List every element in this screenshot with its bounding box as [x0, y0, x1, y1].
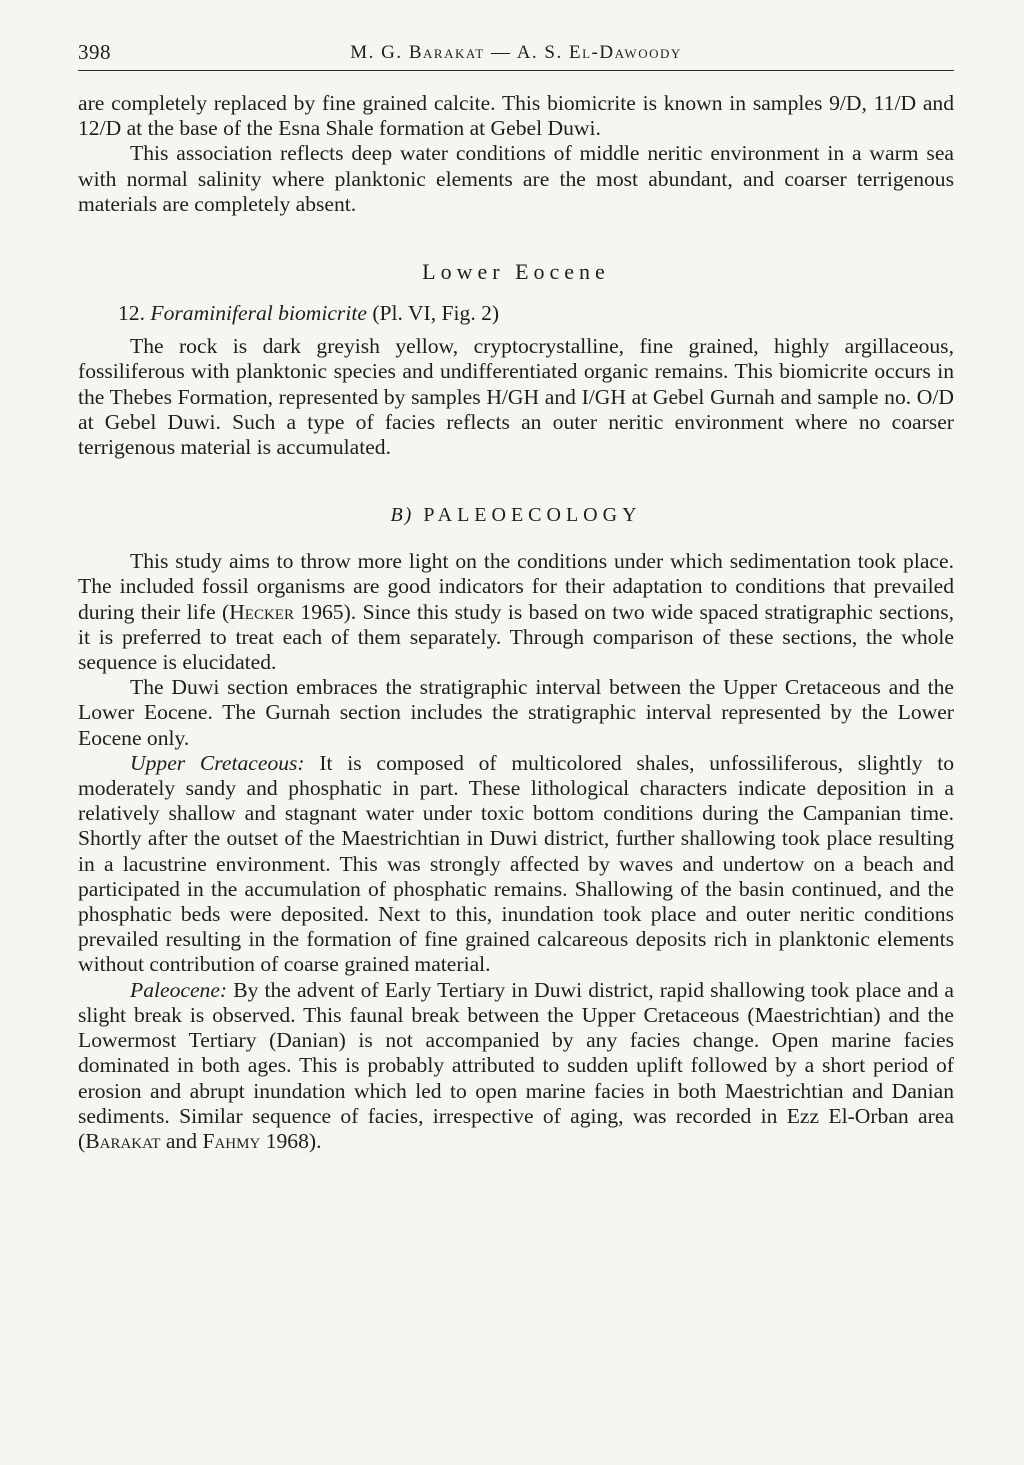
paragraph-study [78, 549, 954, 675]
citation-author-hecker: Hecker [229, 599, 294, 624]
item-12-title [78, 301, 954, 326]
paragraph-upper-cretaceous [78, 751, 954, 978]
item-12-number: 12. [118, 301, 145, 326]
heading-lower-eocene: Lower Eocene [422, 259, 610, 285]
paragraph-intro: are completely replaced by fine grained calcite. This biomicrite is known in samples 9/D, 11/D and 12/D at the base of the Esna Shale formation at Gebel Duwi. [78, 91, 954, 141]
paragraph-rock-description: The rock is dark greyish yellow, cryptocrystalline, fine grained, highly argillaceous, fossiliferous with planktonic species and undifferentiated organic remains. This biomicrite occurs in the Thebes Formation, represented by samples H/GH and I/GH at Gebel Gurnah and sample no. O/D at Gebel Duwi. Such a type of facies reflects an outer neritic environment where no coarser terrigenous material is accumulated. [78, 334, 954, 460]
running-head: M. G. Barakat — A. S. El-Dawoody [350, 42, 682, 63]
section-label: B) [390, 504, 414, 527]
paragraph-association: This association reflects deep water conditions of middle neritic environment in a warm sea with normal salinity where planktonic elements are the most abundant, and coarser terrigenous materials are completely absent. [78, 141, 954, 216]
citation-author-fahmy: Fahmy [202, 1128, 261, 1153]
paragraph-paleocene [78, 978, 954, 1154]
text-upper-cretaceous: It is composed of multicolored shales, unfossiliferous, slightly to moderately sandy and phosphatic in part. These lithological characters indicate deposition in a relatively shallow and stagnant water under toxic bottom conditions during the Campanian time. Shortly after the outset of the Maestrichtian in Duwi district, further shallowing took place resulting in a lacustrine environment. This was strongly affected by waves and undertow on a beach and participated in the accumulation of phosphatic remains. Shallowing of the basin continued, and the phosphatic beds were deposited. Next to this, inundation took place and outer neritic conditions prevailed resulting in the formation of fine grained calcareous deposits rich in planktonic elements without contribution of coarse grained material. [78, 750, 954, 977]
item-12-ref: (Pl. VI, Fig. 2) [372, 301, 500, 326]
section-heading-paleoecology [78, 504, 954, 527]
item-12-name: Foraminiferal biomicrite [150, 301, 367, 326]
page [78, 36, 954, 1154]
page-header [78, 36, 954, 71]
citation-and: and [160, 1128, 203, 1153]
page-number: 398 [78, 40, 111, 64]
label-paleocene: Paleocene: [130, 977, 228, 1002]
paragraph-study-text-1: This study aims to throw more light on the conditions under which sedimentation took place. The included fossil organisms are good indicators for their adaptation to conditions that prevailed during their life ( [78, 549, 954, 624]
paragraph-duwi-section: The Duwi section embraces the stratigraphic interval between the Upper Cretaceous and the Lower Eocene. The Gurnah section includes the stratigraphic interval represented by the Lower Eocene only. [78, 675, 954, 750]
text-paleocene: By the advent of Early Tertiary in Duwi district, rapid shallowing took place and a slight break is observed. This faunal break between the Upper Cretaceous (Maestrichtian) and the Lowermost Tertiary (Danian) is not accompanied by any facies change. Open marine facies dominated in both ages. This is probably attributed to sudden uplift followed by a short period of erosion and abrupt inundation which led to open marine facies in both Maestrichtian and Danian sediments. Similar sequence of facies, irrespective of aging, was recorded in Ezz El-Orban area ( [78, 977, 954, 1153]
citation-year: 1968). [260, 1128, 322, 1153]
paragraph-study-text-2: 1965). Since this study is based on two wide spaced stratigraphic sections, it is preferred to treat each of them separately. Through comparison of these sections, the whole sequence is elucidated. [78, 599, 955, 675]
citation-author-barakat: Barakat [85, 1128, 161, 1153]
page-body [78, 91, 954, 1154]
section-title: PALEOECOLOGY [423, 504, 642, 527]
label-upper-cretaceous: Upper Cretaceous: [130, 750, 305, 775]
